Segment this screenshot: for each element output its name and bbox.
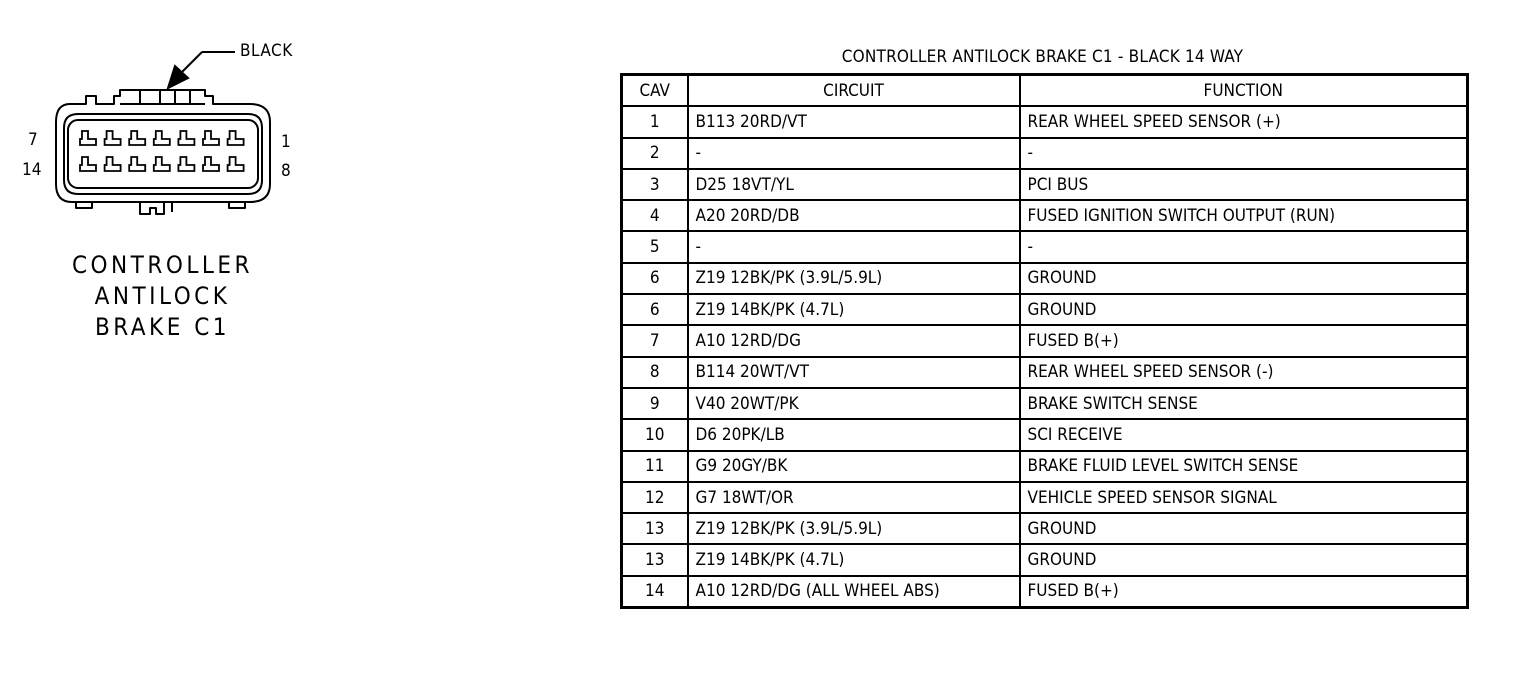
pin-label-bottom-left: 14 <box>22 160 42 180</box>
connector-inner-wall <box>64 114 262 194</box>
cell-function: BRAKE FLUID LEVEL SWITCH SENSE <box>1020 451 1468 482</box>
terminal-cavity <box>178 131 194 145</box>
cell-circuit: - <box>688 231 1020 262</box>
cell-circuit: Z19 14BK/PK (4.7L) <box>688 544 1020 575</box>
cell-function: REAR WHEEL SPEED SENSOR (+) <box>1020 106 1468 137</box>
table-row <box>622 576 1468 608</box>
table-row <box>622 357 1468 388</box>
terminal-cavity <box>129 157 145 171</box>
terminal-cavity <box>228 131 244 145</box>
cell-function: FUSED B(+) <box>1020 576 1468 608</box>
terminal-cavity <box>154 157 170 171</box>
table-row <box>622 294 1468 325</box>
cell-circuit: G7 18WT/OR <box>688 482 1020 513</box>
table-row <box>622 106 1468 137</box>
cell-function: - <box>1020 138 1468 169</box>
table-row <box>622 200 1468 231</box>
cell-function: REAR WHEEL SPEED SENSOR (-) <box>1020 357 1468 388</box>
terminal-cavities <box>80 131 244 171</box>
cell-function: - <box>1020 231 1468 262</box>
terminal-cavity <box>105 131 121 145</box>
cell-circuit: - <box>688 138 1020 169</box>
callout-arrow <box>168 52 235 88</box>
cell-function: BRAKE SWITCH SENSE <box>1020 388 1468 419</box>
cell-cav: 3 <box>622 169 688 200</box>
pinout-table-title: CONTROLLER ANTILOCK BRAKE C1 - BLACK 14 WAY <box>841 47 1244 67</box>
cell-circuit: G9 20GY/BK <box>688 451 1020 482</box>
cell-cav: 12 <box>622 482 688 513</box>
table-row <box>622 263 1468 294</box>
terminal-cavity <box>129 131 145 145</box>
table-row <box>622 138 1468 169</box>
cell-function: GROUND <box>1020 263 1468 294</box>
table-row <box>622 169 1468 200</box>
pinout-table <box>620 73 1469 609</box>
cell-cav: 9 <box>622 388 688 419</box>
column-header-circuit: CIRCUIT <box>688 75 1020 107</box>
terminal-cavity <box>178 157 194 171</box>
cell-cav: 10 <box>622 419 688 450</box>
column-header-cav: CAV <box>622 75 688 107</box>
cell-cav: 1 <box>622 106 688 137</box>
column-header-function: FUNCTION <box>1020 75 1468 107</box>
connector-name-line: CONTROLLER <box>71 251 254 279</box>
cell-cav: 6 <box>622 294 688 325</box>
terminal-cavity <box>154 131 170 145</box>
cell-circuit: A10 12RD/DG (ALL WHEEL ABS) <box>688 576 1020 608</box>
terminal-cavity <box>228 157 244 171</box>
connector-color-callout: BLACK <box>240 41 293 61</box>
connector-name-line: ANTILOCK <box>94 282 231 310</box>
pin-label-bottom-right: 8 <box>281 161 291 181</box>
table-row <box>622 231 1468 262</box>
connector-diagram <box>0 0 560 380</box>
table-row <box>622 451 1468 482</box>
cell-function: PCI BUS <box>1020 169 1468 200</box>
terminal-cavity <box>105 157 121 171</box>
cell-cav: 2 <box>622 138 688 169</box>
connector-outer-shell <box>56 90 270 202</box>
cell-function: GROUND <box>1020 544 1468 575</box>
cell-circuit: D25 18VT/YL <box>688 169 1020 200</box>
cell-circuit: A10 12RD/DG <box>688 325 1020 356</box>
cell-cav: 13 <box>622 513 688 544</box>
table-header-row <box>622 75 1468 107</box>
pin-label-top-right: 1 <box>281 132 291 152</box>
cell-cav: 8 <box>622 357 688 388</box>
cell-function: GROUND <box>1020 513 1468 544</box>
cell-cav: 4 <box>622 200 688 231</box>
table-row <box>622 482 1468 513</box>
cell-circuit: Z19 14BK/PK (4.7L) <box>688 294 1020 325</box>
table-row <box>622 544 1468 575</box>
terminal-cavity <box>80 131 96 145</box>
cell-cav: 13 <box>622 544 688 575</box>
table-row <box>622 325 1468 356</box>
pin-label-top-left: 7 <box>28 130 38 150</box>
cell-circuit: D6 20PK/LB <box>688 419 1020 450</box>
cell-cav: 6 <box>622 263 688 294</box>
cell-cav: 11 <box>622 451 688 482</box>
cell-circuit: B114 20WT/VT <box>688 357 1020 388</box>
table-row <box>622 419 1468 450</box>
terminal-cavity <box>203 157 219 171</box>
cell-circuit: Z19 12BK/PK (3.9L/5.9L) <box>688 263 1020 294</box>
cell-circuit: Z19 12BK/PK (3.9L/5.9L) <box>688 513 1020 544</box>
cell-cav: 5 <box>622 231 688 262</box>
connector-name <box>60 250 265 343</box>
terminal-cavity <box>80 157 96 171</box>
cell-circuit: A20 20RD/DB <box>688 200 1020 231</box>
table-row <box>622 513 1468 544</box>
connector-name-line: BRAKE C1 <box>94 313 231 341</box>
cell-function: FUSED IGNITION SWITCH OUTPUT (RUN) <box>1020 200 1468 231</box>
cell-circuit: B113 20RD/VT <box>688 106 1020 137</box>
cell-function: SCI RECEIVE <box>1020 419 1468 450</box>
terminal-cavity <box>203 131 219 145</box>
cell-cav: 14 <box>622 576 688 608</box>
cell-function: FUSED B(+) <box>1020 325 1468 356</box>
cell-function: GROUND <box>1020 294 1468 325</box>
cell-cav: 7 <box>622 325 688 356</box>
cell-function: VEHICLE SPEED SENSOR SIGNAL <box>1020 482 1468 513</box>
cell-circuit: V40 20WT/PK <box>688 388 1020 419</box>
table-row <box>622 388 1468 419</box>
